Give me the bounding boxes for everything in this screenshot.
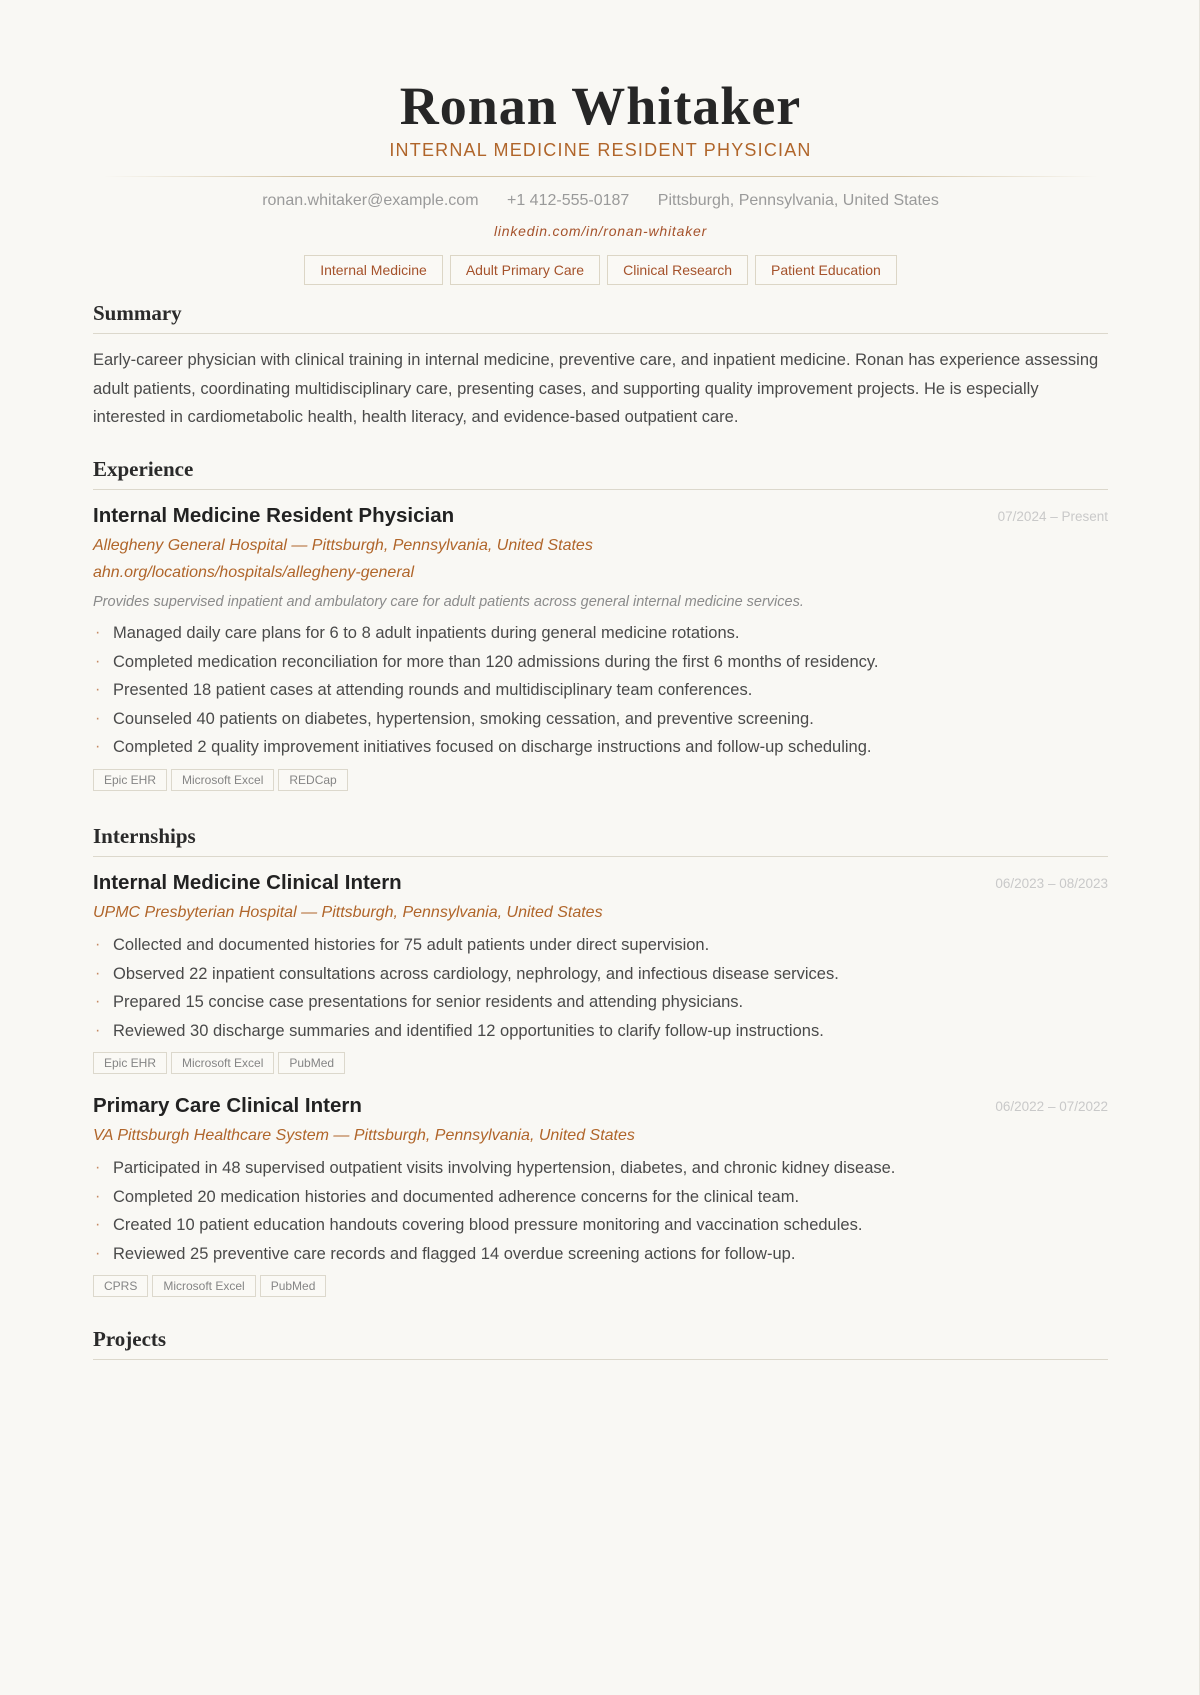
- summary-text: Early-career physician with clinical training in internal medicine, preventive care, and inpatient medicine. Ronan has experience assessing adult patients, coordinating multidisciplinary care, presenting cases, and supporting quality improvement projects. He is especially interested in cardiometabolic health, health literacy, and evidence-based outpatient care.: [93, 351, 1099, 426]
- job-website-link[interactable]: ahn.org/locations/hospitals/allegheny-general: [93, 564, 415, 581]
- contact-phone[interactable]: +1 412-555-0187: [506, 192, 630, 209]
- skill-tags: [93, 255, 1108, 285]
- linkedin-link[interactable]: linkedin.com/in/ronan-whitaker: [493, 223, 708, 239]
- experience-entry: [93, 503, 1108, 791]
- job-bullets: [93, 1154, 1108, 1268]
- tool-tag: Microsoft Excel: [171, 1052, 274, 1074]
- job-dates: 06/2023 – 08/2023: [995, 876, 1108, 891]
- job-dates: 06/2022 – 07/2022: [995, 1099, 1108, 1114]
- bullet-item: · Presented 18 patient cases at attending rounds and multidisciplinary team conferences.: [93, 676, 1108, 705]
- job-bullets: [93, 931, 1108, 1045]
- skill-tag: Clinical Research: [607, 255, 748, 285]
- section-title-summary: Summary: [93, 301, 1108, 334]
- tool-tag: REDCap: [278, 769, 347, 791]
- job-dates: 07/2024 – Present: [997, 509, 1108, 524]
- skill-tag: Patient Education: [755, 255, 897, 285]
- bullet-item: · Reviewed 30 discharge summaries and identified 12 opportunities to clarify follow-up instructions.: [93, 1017, 1108, 1046]
- section-title-experience: Experience: [93, 457, 1108, 490]
- bullet-item: · Completed medication reconciliation for more than 120 admissions during the first 6 months of residency.: [93, 648, 1108, 677]
- job-organization: Allegheny General Hospital — Pittsburgh, Pennsylvania, United States: [93, 537, 593, 554]
- bullet-item: · Managed daily care plans for 6 to 8 adult inpatients during general medicine rotations.: [93, 619, 1108, 648]
- header-divider: [103, 176, 1098, 177]
- internship-entry: [93, 1093, 1108, 1297]
- job-bullets: [93, 619, 1108, 762]
- bullet-item: · Created 10 patient education handouts covering blood pressure monitoring and vaccination schedules.: [93, 1211, 1108, 1240]
- tool-tag: Epic EHR: [93, 1052, 167, 1074]
- tool-tag: Epic EHR: [93, 769, 167, 791]
- bullet-item: · Observed 22 inpatient consultations across cardiology, nephrology, and infectious disease services.: [93, 960, 1108, 989]
- tool-tags: [93, 769, 1108, 791]
- bullet-item: · Participated in 48 supervised outpatient visits involving hypertension, diabetes, and chronic kidney disease.: [93, 1154, 1108, 1183]
- section-title-internships: Internships: [93, 824, 1108, 857]
- tool-tag: PubMed: [278, 1052, 345, 1074]
- job-title: Internal Medicine Clinical Intern: [93, 871, 402, 894]
- bullet-item: · Reviewed 25 preventive care records and flagged 14 overdue screening actions for follow-up.: [93, 1240, 1108, 1269]
- candidate-name: Ronan Whitaker: [399, 76, 802, 136]
- tool-tag: Microsoft Excel: [171, 769, 274, 791]
- bullet-item: · Completed 2 quality improvement initiatives focused on discharge instructions and follow-up scheduling.: [93, 733, 1108, 762]
- tool-tags: [93, 1052, 1108, 1074]
- bullet-item: · Collected and documented histories for 75 adult patients under direct supervision.: [93, 931, 1108, 960]
- bullet-item: · Counseled 40 patients on diabetes, hypertension, smoking cessation, and preventive screening.: [93, 705, 1108, 734]
- skill-tag: Internal Medicine: [304, 255, 443, 285]
- tool-tag: CPRS: [93, 1275, 148, 1297]
- skill-tag: Adult Primary Care: [450, 255, 600, 285]
- tool-tag: Microsoft Excel: [152, 1275, 255, 1297]
- bullet-item: · Completed 20 medication histories and documented adherence concerns for the clinical team.: [93, 1183, 1108, 1212]
- job-title: Internal Medicine Resident Physician: [93, 504, 455, 527]
- job-description: Provides supervised inpatient and ambulatory care for adult patients across general internal medicine services.: [93, 594, 804, 610]
- job-organization: VA Pittsburgh Healthcare System — Pittsburgh, Pennsylvania, United States: [93, 1127, 635, 1144]
- contact-line: [93, 191, 1108, 211]
- internship-entry: [93, 870, 1108, 1074]
- job-organization: UPMC Presbyterian Hospital — Pittsburgh, Pennsylvania, United States: [93, 904, 603, 921]
- contact-location: Pittsburgh, Pennsylvania, United States: [657, 192, 939, 209]
- tool-tag: PubMed: [260, 1275, 327, 1297]
- section-title-projects: Projects: [93, 1327, 1108, 1360]
- job-title: Primary Care Clinical Intern: [93, 1094, 362, 1117]
- tool-tags: [93, 1275, 1108, 1297]
- candidate-role: INTERNAL MEDICINE RESIDENT PHYSICIAN: [389, 140, 812, 160]
- contact-email[interactable]: ronan.whitaker@example.com: [262, 192, 479, 209]
- bullet-item: · Prepared 15 concise case presentations for senior residents and attending physicians.: [93, 988, 1108, 1017]
